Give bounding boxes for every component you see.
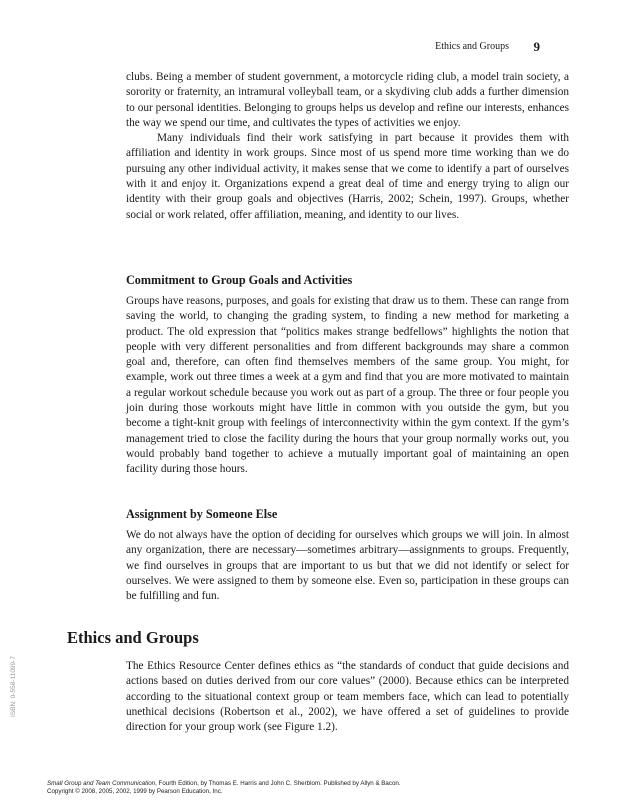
- footer-copyright-line: Copyright © 2008, 2005, 2002, 1999 by Pearson Education, Inc.: [47, 788, 223, 795]
- running-head: [0, 41, 617, 57]
- heading-ethics-and-groups: Ethics and Groups: [67, 628, 199, 647]
- paragraph-clubs: clubs. Being a member of student government, a motorcycle riding club, a model train society, a sorority or fraternity, an intramural volleyball team, or a skydiving club adds a further dimension to our personal identities. Belonging to groups helps us develop and refine our interests, enhances the way we spend our time, and cultivates the types of activities we enjoy.: [126, 71, 569, 129]
- footer-line-1: [47, 780, 401, 788]
- copyright-footer: [47, 780, 401, 796]
- footer-publication-info: , Fourth Edition, by Thomas E. Harris and John C. Sherblom. Published by Allyn & Bacon.: [155, 780, 401, 787]
- paragraph-ethics: The Ethics Resource Center defines ethics as “the standards of conduct that guide decisions and actions based on duties derived from our core values” (2000). Because ethics can be interpreted according to the situational context group or team members face, which can lead to potentially unethical decisions (Robertson et al., 2002), we have offered a set of guidelines to provide direction for your group work (see Figure 1.2).: [126, 660, 569, 734]
- footer-book-title: Small Group and Team Communication: [47, 780, 156, 787]
- paragraph-work-groups: Many individuals find their work satisfying in part because it provides them with affiliation and identity in work groups. Since most of us spend more time working than we do pursuing any other individual activity, it makes sense that we come to identify a part of ourselves with it and enjoy it. Organizations expend a great deal of time and energy trying to align our identity with their group goals and objectives (Harris, 2002; Schein, 1997). Groups, whether social or work related, offer affiliation, meaning, and identity to our lives.: [126, 132, 569, 221]
- isbn-margin-note: ISBN: 0-558-11099-7: [10, 656, 17, 717]
- ethics-section: [126, 659, 569, 735]
- paragraph-assignment: We do not always have the option of deciding for ourselves which groups we will join. In almost any organization, there are necessary—sometimes arbitrary—assignments to groups. Frequently, we find ourselves in groups that are important to us but that we did not identify or select for ourselves. We were assigned to them by someone else. Even so, participation in these groups can be fulfilling and fun.: [126, 529, 569, 603]
- heading-commitment: Commitment to Group Goals and Activities: [126, 273, 353, 287]
- running-title: Ethics and Groups: [435, 41, 509, 52]
- heading-assignment: Assignment by Someone Else: [126, 507, 278, 521]
- paragraph-commitment: Groups have reasons, purposes, and goals for existing that draw us to them. These can range from saving the world, to changing the grading system, to finding a new method for marketing a product. The old expression that “politics makes strange bedfellows” highlights the notion that people with very different personalities and from different backgrounds may share a common goal and, therefore, can often find themselves members of the same group. You might, for example, work out three times a week at a gym and find that you are more motivated to maintain a regular workout schedule because you work out as part of a group. The three or four people you join during those workouts might have little in common with you outside the gym, but you become a tight-knit group with feelings of interconnectivity within the gym context. If the gym’s management tried to close the facility during the hours that your group normally works out, you would probably band together to achieve a mutually important goal of maintaining an open facility during those hours.: [126, 295, 569, 476]
- intro-section: [126, 70, 569, 223]
- page-number: 9: [533, 39, 540, 54]
- assignment-section: [126, 528, 569, 604]
- commitment-section: [126, 294, 569, 478]
